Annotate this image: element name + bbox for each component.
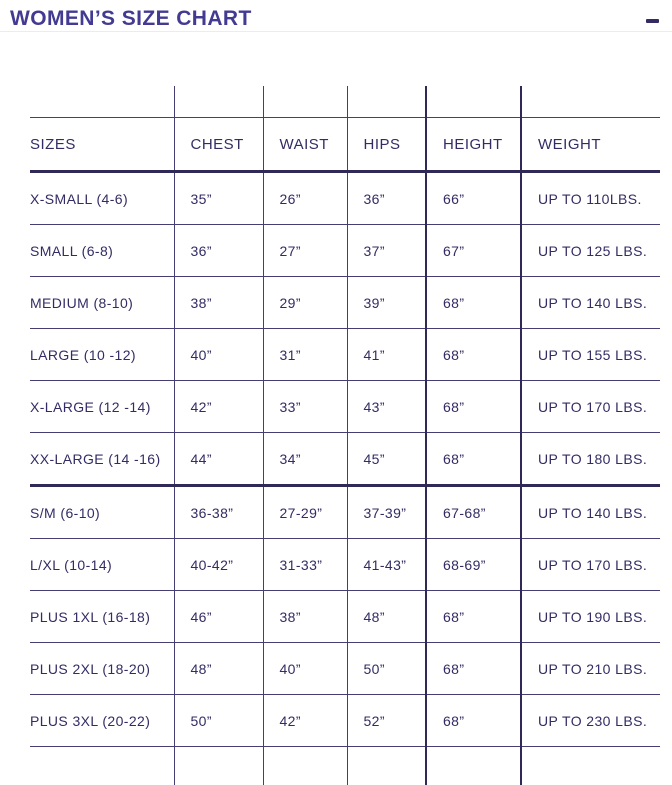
cell-waist: 40” bbox=[263, 643, 347, 695]
cell-hips: 50” bbox=[347, 643, 426, 695]
cell-size: MEDIUM (8-10) bbox=[30, 277, 174, 329]
cell-size: PLUS 1XL (16-18) bbox=[30, 591, 174, 643]
cell-weight: UP TO 125 LBS. bbox=[521, 225, 660, 277]
cell-height: 68” bbox=[426, 643, 521, 695]
cell-size: LARGE (10 -12) bbox=[30, 329, 174, 381]
cell-height: 68” bbox=[426, 695, 521, 747]
collapse-minus-icon[interactable] bbox=[646, 19, 659, 23]
cell-size: PLUS 3XL (20-22) bbox=[30, 695, 174, 747]
cell-chest: 42” bbox=[174, 381, 263, 433]
cell-weight: UP TO 210 LBS. bbox=[521, 643, 660, 695]
cell-weight: UP TO 140 LBS. bbox=[521, 486, 660, 539]
size-chart-table bbox=[30, 86, 660, 785]
cell-waist: 27” bbox=[263, 225, 347, 277]
cell-size: XX-LARGE (14 -16) bbox=[30, 433, 174, 486]
table-row bbox=[30, 695, 660, 747]
cell-waist: 27-29” bbox=[263, 486, 347, 539]
cell-chest: 44” bbox=[174, 433, 263, 486]
cell-chest: 50” bbox=[174, 695, 263, 747]
cell-waist: 31-33” bbox=[263, 539, 347, 591]
cell-height: 67” bbox=[426, 225, 521, 277]
cell-weight: UP TO 140 LBS. bbox=[521, 277, 660, 329]
table-row bbox=[30, 329, 660, 381]
cell-waist: 38” bbox=[263, 591, 347, 643]
cell-hips: 52” bbox=[347, 695, 426, 747]
header-divider bbox=[0, 31, 672, 32]
column-header-hips: HIPS bbox=[347, 118, 426, 172]
cell-hips: 41” bbox=[347, 329, 426, 381]
cell-chest: 38” bbox=[174, 277, 263, 329]
cell-size: S/M (6-10) bbox=[30, 486, 174, 539]
table-header-row bbox=[30, 118, 660, 172]
cell-size: X-SMALL (4-6) bbox=[30, 172, 174, 225]
cell-waist: 31” bbox=[263, 329, 347, 381]
column-header-weight: WEIGHT bbox=[521, 118, 660, 172]
cell-height: 68” bbox=[426, 591, 521, 643]
cell-size: PLUS 2XL (18-20) bbox=[30, 643, 174, 695]
cell-size: L/XL (10-14) bbox=[30, 539, 174, 591]
table-row bbox=[30, 486, 660, 539]
cell-size: SMALL (6-8) bbox=[30, 225, 174, 277]
column-header-sizes: SIZES bbox=[30, 118, 174, 172]
cell-height: 68” bbox=[426, 433, 521, 486]
cell-height: 68” bbox=[426, 329, 521, 381]
table-row bbox=[30, 381, 660, 433]
cell-height: 68” bbox=[426, 381, 521, 433]
cell-weight: UP TO 170 LBS. bbox=[521, 539, 660, 591]
table-row bbox=[30, 277, 660, 329]
cell-chest: 40” bbox=[174, 329, 263, 381]
cell-weight: UP TO 180 LBS. bbox=[521, 433, 660, 486]
cell-weight: UP TO 110LBS. bbox=[521, 172, 660, 225]
cell-waist: 29” bbox=[263, 277, 347, 329]
cell-height: 68-69” bbox=[426, 539, 521, 591]
table-row bbox=[30, 591, 660, 643]
cell-waist: 26” bbox=[263, 172, 347, 225]
cell-waist: 42” bbox=[263, 695, 347, 747]
cell-chest: 40-42” bbox=[174, 539, 263, 591]
column-header-chest: CHEST bbox=[174, 118, 263, 172]
cell-chest: 35” bbox=[174, 172, 263, 225]
cell-chest: 36-38” bbox=[174, 486, 263, 539]
cell-waist: 34” bbox=[263, 433, 347, 486]
size-chart-accordion-header[interactable] bbox=[0, 0, 672, 33]
table-row bbox=[30, 643, 660, 695]
cell-hips: 41-43” bbox=[347, 539, 426, 591]
cell-hips: 36” bbox=[347, 172, 426, 225]
table-top-line-stubs bbox=[30, 86, 660, 118]
cell-weight: UP TO 230 LBS. bbox=[521, 695, 660, 747]
cell-chest: 36” bbox=[174, 225, 263, 277]
table-row bbox=[30, 225, 660, 277]
size-table-body bbox=[30, 172, 660, 747]
column-header-waist: WAIST bbox=[263, 118, 347, 172]
cell-chest: 48” bbox=[174, 643, 263, 695]
cell-chest: 46” bbox=[174, 591, 263, 643]
cell-hips: 39” bbox=[347, 277, 426, 329]
table-row bbox=[30, 172, 660, 225]
page-title: WOMEN’S SIZE CHART bbox=[10, 7, 252, 31]
column-header-height: HEIGHT bbox=[426, 118, 521, 172]
cell-height: 68” bbox=[426, 277, 521, 329]
cell-hips: 43” bbox=[347, 381, 426, 433]
table-bottom-line-stubs bbox=[30, 747, 660, 785]
cell-waist: 33” bbox=[263, 381, 347, 433]
table-row bbox=[30, 433, 660, 486]
cell-hips: 37” bbox=[347, 225, 426, 277]
cell-hips: 45” bbox=[347, 433, 426, 486]
cell-weight: UP TO 190 LBS. bbox=[521, 591, 660, 643]
cell-height: 67-68” bbox=[426, 486, 521, 539]
cell-weight: UP TO 155 LBS. bbox=[521, 329, 660, 381]
cell-hips: 48” bbox=[347, 591, 426, 643]
cell-hips: 37-39” bbox=[347, 486, 426, 539]
table-row bbox=[30, 539, 660, 591]
cell-size: X-LARGE (12 -14) bbox=[30, 381, 174, 433]
cell-weight: UP TO 170 LBS. bbox=[521, 381, 660, 433]
cell-height: 66” bbox=[426, 172, 521, 225]
